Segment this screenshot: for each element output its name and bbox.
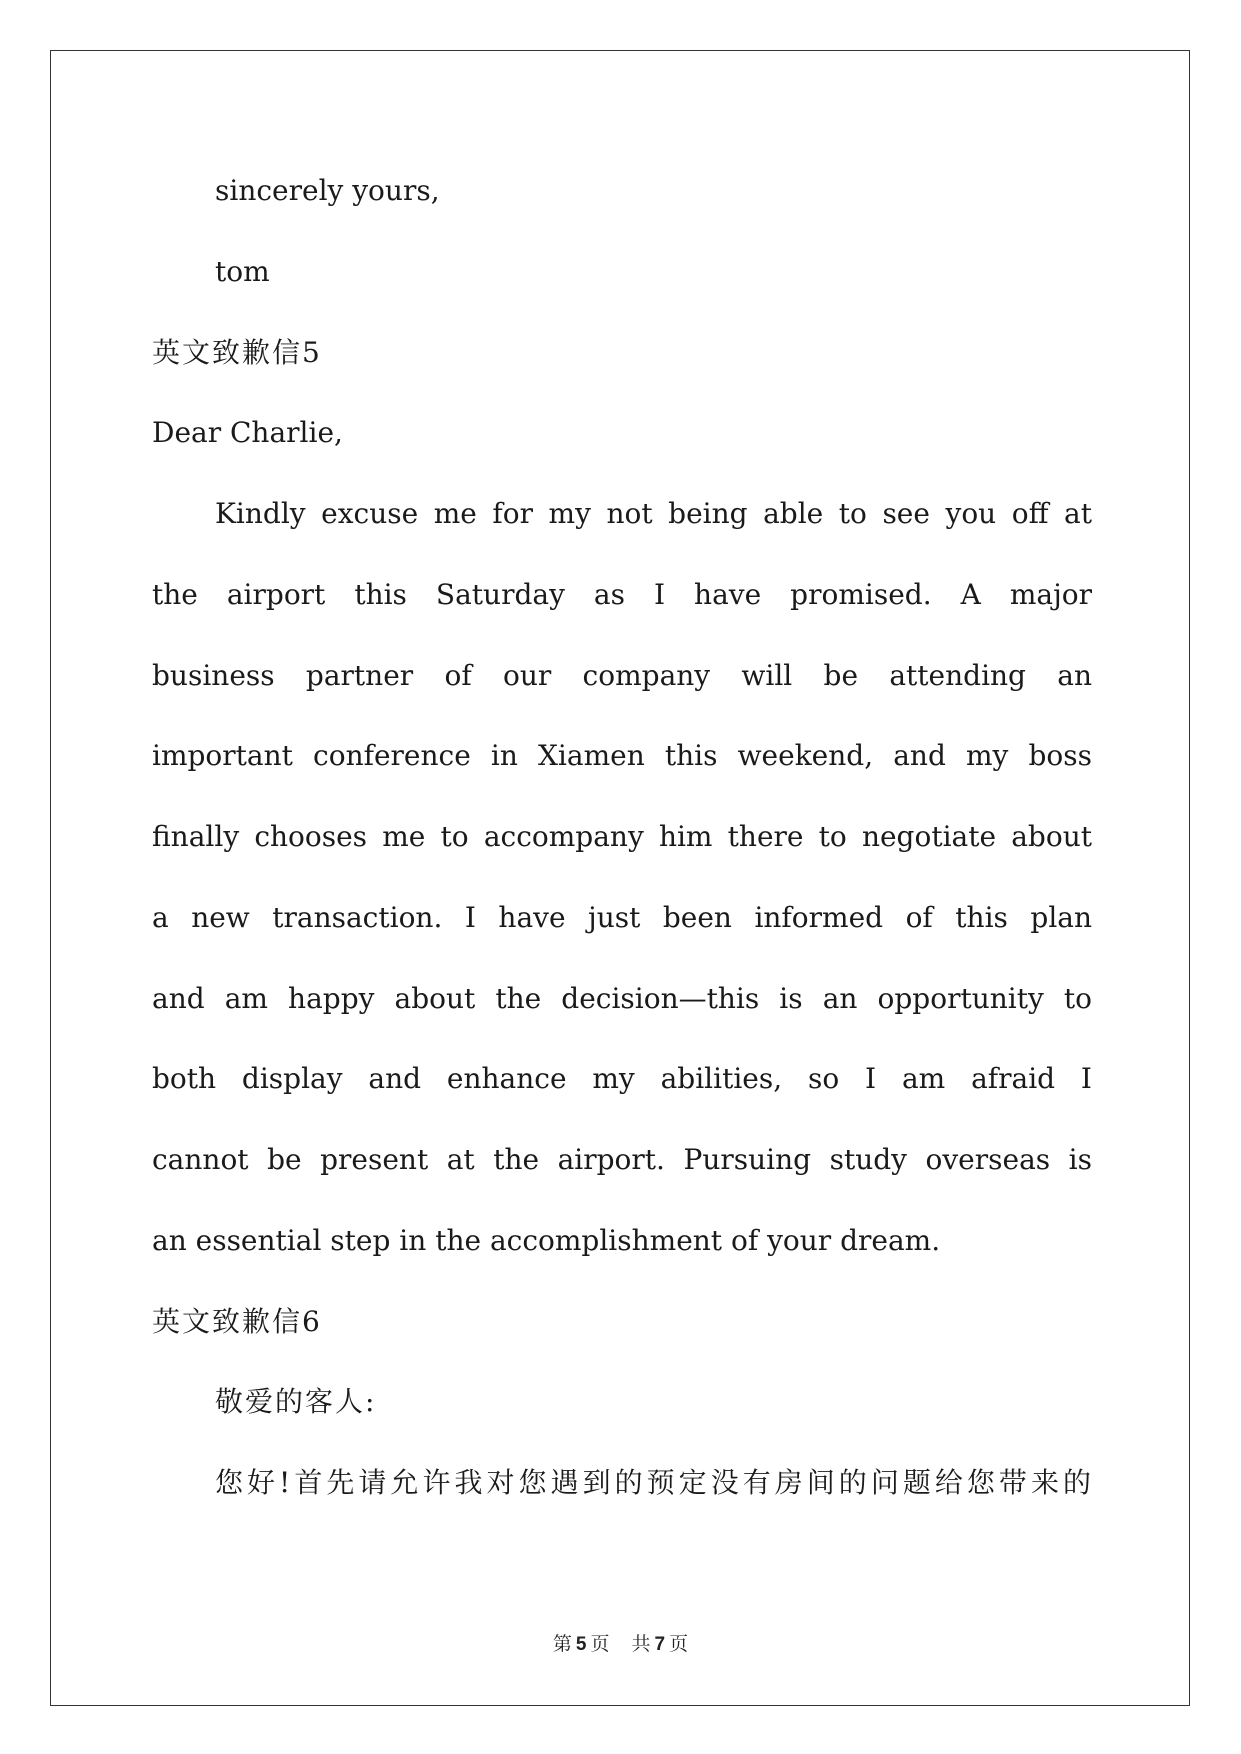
section-heading-6: 英文致歉信6 [152, 1305, 322, 1338]
page-unit: 页 [590, 1633, 610, 1655]
page-footer [0, 1629, 1241, 1656]
paragraph-line: a new transaction. I have just been informed of this plan [152, 901, 1092, 934]
salutation-line: Dear Charlie, [152, 416, 343, 449]
salutation-line-cn: 敬爱的客人: [215, 1385, 377, 1418]
paragraph-line: Kindly excuse me for my not being able to see you off at [215, 497, 1092, 530]
section-heading-5: 英文致歉信5 [152, 336, 322, 369]
total-unit: 页 [669, 1633, 689, 1655]
page-border [50, 50, 1190, 1706]
total-prefix: 共 [631, 1633, 651, 1655]
paragraph-line: important conference in Xiamen this weekend, and my boss [152, 739, 1092, 772]
paragraph-line: business partner of our company will be attending an [152, 659, 1092, 692]
total-page-number: 7 [654, 1634, 666, 1655]
paragraph-line: and am happy about the decision—this is an opportunity to [152, 982, 1092, 1015]
paragraph-line-cn: 您好!首先请允许我对您遇到的预定没有房间的问题给您带来的 [215, 1466, 1092, 1499]
closing-line: sincerely yours, [215, 174, 440, 207]
paragraph-line: cannot be present at the airport. Pursuing study overseas is [152, 1143, 1092, 1176]
paragraph-line: an essential step in the accomplishment of your dream. [152, 1224, 941, 1257]
page-prefix: 第 [552, 1633, 572, 1655]
paragraph-line: the airport this Saturday as I have promised. A major [152, 578, 1092, 611]
paragraph-line: finally chooses me to accompany him there to negotiate about [152, 820, 1092, 853]
paragraph-line: both display and enhance my abilities, so I am afraid I [152, 1062, 1092, 1095]
current-page-number: 5 [575, 1634, 587, 1655]
signature-line: tom [215, 255, 270, 288]
